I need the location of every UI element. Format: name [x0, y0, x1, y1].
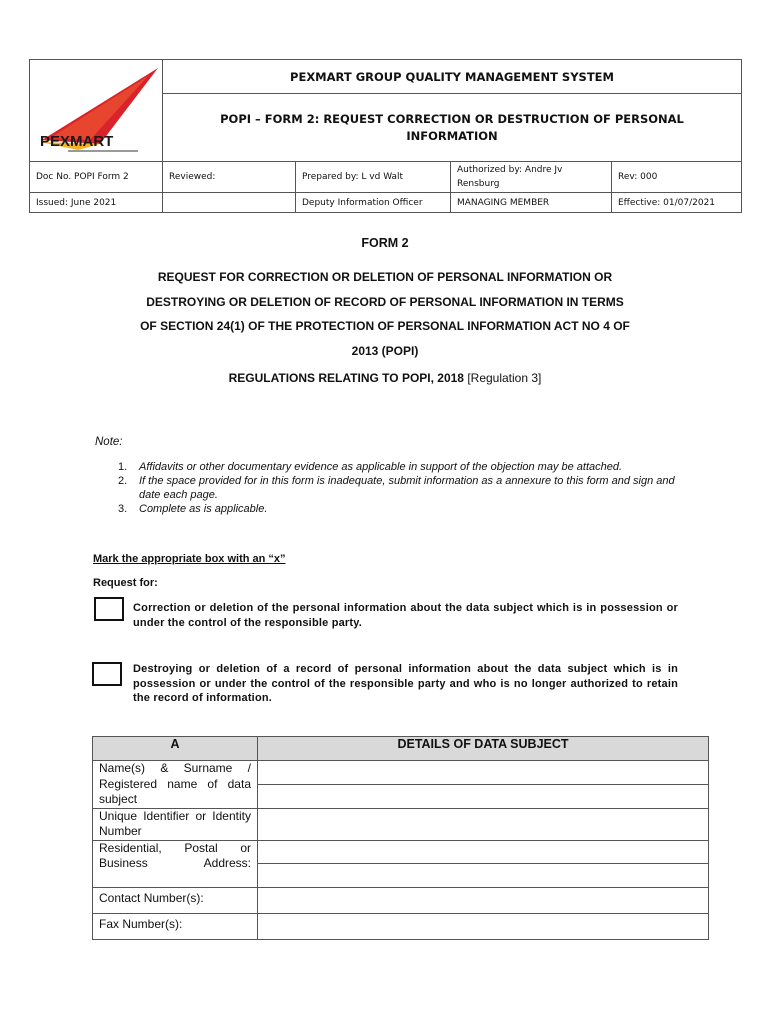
request-for-label: Request for:	[93, 577, 158, 589]
section-letter: A	[93, 737, 258, 761]
address-input[interactable]	[258, 840, 709, 864]
note-number: 1.	[118, 461, 128, 473]
document-header	[29, 59, 742, 213]
logo-text: PEXMART	[40, 133, 114, 150]
correction-checkbox[interactable]	[94, 597, 124, 621]
request-title-line: OF SECTION 24(1) OF THE PROTECTION OF PERSONAL INFORMATION ACT NO 4 OF	[140, 319, 630, 333]
note-text: If the space provided for in this form is inadequate, submit information as a annexure to this form and sign and date each page.	[139, 475, 675, 501]
prepared-by: Prepared by: L vd Walt	[296, 162, 451, 193]
name-input[interactable]	[258, 761, 709, 785]
identifier-input[interactable]	[258, 808, 709, 840]
note-label: Note:	[95, 436, 123, 448]
fax-label: Fax Number(s):	[93, 913, 258, 939]
request-title-line: REQUEST FOR CORRECTION OR DELETION OF PERSONAL INFORMATION OR	[157, 270, 613, 284]
form-number: FORM 2	[361, 236, 409, 250]
contact-label: Contact Number(s):	[93, 887, 258, 913]
note-text: Affidavits or other documentary evidence as applicable in support of the objection may be attached.	[139, 461, 623, 473]
name-label: Name(s) & Surname / Registered name of data subject	[93, 761, 258, 809]
logo-cell	[30, 60, 163, 162]
preparer-role: Deputy Information Officer	[296, 193, 451, 213]
fax-input[interactable]	[258, 913, 709, 939]
data-subject-table	[92, 736, 709, 940]
system-title: PEXMART GROUP QUALITY MANAGEMENT SYSTEM	[163, 60, 742, 94]
revision: Rev: 000	[612, 162, 742, 193]
effective-date: Effective: 01/07/2021	[612, 193, 742, 213]
notes-list	[96, 460, 680, 516]
doc-number: Doc No. POPI Form 2	[30, 162, 163, 193]
authorized-by-line1: Authorized by: Andre Jv	[457, 165, 563, 175]
issued-date: Issued: June 2021	[30, 193, 163, 213]
reviewed-label: Reviewed:	[163, 162, 296, 193]
form-title-cell	[163, 94, 742, 162]
note-number: 3.	[118, 503, 128, 515]
regulations-normal: [Regulation 3]	[463, 371, 542, 385]
request-title	[90, 265, 680, 363]
mark-instruction: Mark the appropriate box with an “x”	[93, 553, 286, 565]
address-input-line2[interactable]	[258, 864, 709, 888]
address-label: Residential, Postal or Business Address:	[93, 840, 258, 887]
request-title-line: 2013 (POPI)	[351, 343, 419, 358]
authorizer-role: MANAGING MEMBER	[451, 193, 612, 213]
note-number: 2.	[118, 475, 128, 487]
note-item	[96, 474, 680, 502]
reviewed-value	[163, 193, 296, 213]
contact-input[interactable]	[258, 887, 709, 913]
authorized-by	[451, 162, 612, 193]
regulations-bold: REGULATIONS RELATING TO POPI, 2018	[228, 371, 464, 385]
pexmart-logo	[30, 60, 162, 158]
form-title-line2: INFORMATION	[406, 128, 498, 143]
authorized-by-line2: Rensburg	[457, 179, 500, 189]
regulations-line	[0, 371, 770, 385]
section-heading: DETAILS OF DATA SUBJECT	[258, 737, 709, 761]
correction-option-text: Correction or deletion of the personal information about the data subject which is in possession or under the control of the responsible party.	[133, 602, 678, 629]
destruction-checkbox[interactable]	[92, 662, 122, 686]
destruction-option-text: Destroying or deletion of a record of personal information about the data subject which is in possession or under the control of the responsible party and who is no longer authorized to retain the record of information.	[133, 663, 678, 704]
name-input-line2[interactable]	[258, 784, 709, 808]
note-item	[96, 460, 680, 474]
form-title-line1: POPI – FORM 2: REQUEST CORRECTION OR DESTRUCTION OF PERSONAL	[220, 111, 684, 126]
identifier-label: Unique Identifier or Identity Number	[93, 808, 258, 840]
request-title-line: DESTROYING OR DELETION OF RECORD OF PERSONAL INFORMATION IN TERMS	[146, 294, 624, 309]
note-text: Complete as is applicable.	[139, 503, 268, 515]
note-item	[96, 502, 680, 516]
